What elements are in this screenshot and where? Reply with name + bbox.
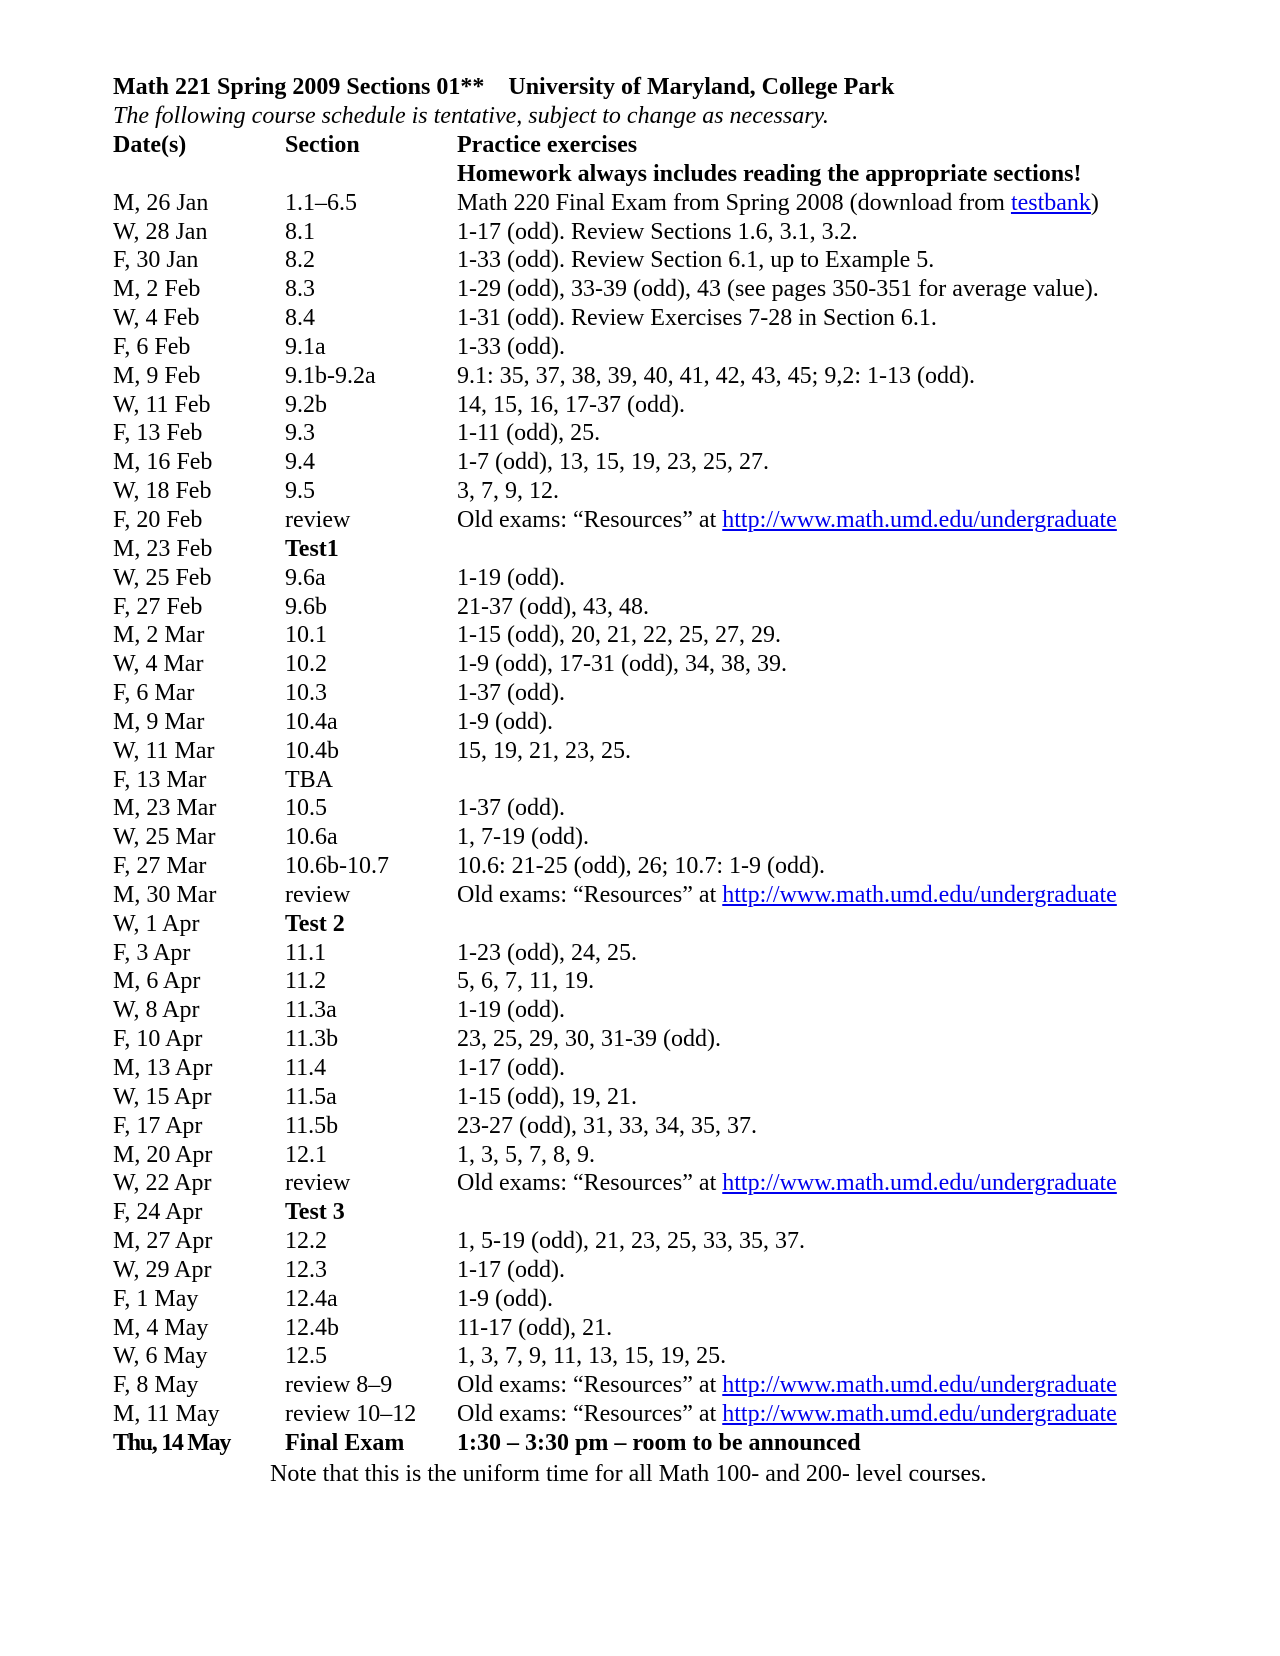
row-exercises-text: Old exams: “Resources” at [457,1170,723,1197]
table-row [113,708,1233,737]
row-exercises [457,1314,612,1343]
row-section: 10.6a [285,824,338,851]
row-date: M, 13 Apr [113,1055,213,1081]
row-date: M, 23 Mar [113,795,217,822]
row-exercises-text: 1:30 – 3:30 pm – room to be announced [457,1429,861,1456]
row-date: W, 22 Apr [113,1170,212,1197]
row-section: 10.5 [285,795,327,822]
table-row [113,852,1233,881]
row-exercises-text: 11-17 (odd), 21. [457,1314,613,1341]
row-section: review 10–12 [285,1401,417,1428]
row-section: 11.4 [285,1055,327,1081]
homework-note: Homework always includes reading the appropriate sections! [457,160,1082,187]
row-exercises [457,477,559,506]
row-date: F, 24 Apr [113,1199,203,1226]
row-date: M, 2 Feb [113,276,201,303]
row-date: W, 4 Mar [113,651,204,678]
row-date: W, 25 Feb [113,564,212,591]
row-section: 1.1–6.5 [285,189,357,216]
row-exercises-text: Old exams: “Resources” at [457,1372,723,1399]
row-date: F, 27 Mar [113,853,207,880]
document-title [113,73,1213,102]
row-date: F, 3 Apr [113,939,191,966]
row-exercises-text: 1-23 (odd), 24, 25. [457,939,637,966]
row-section: 11.5b [285,1112,339,1139]
testbank-link[interactable]: testbank [1010,189,1091,216]
row-section: 12.5 [285,1343,327,1370]
row-date: W, 28 Jan [113,218,208,245]
row-section: 12.1 [285,1141,327,1168]
row-exercises [457,650,787,679]
table-row [113,1371,1233,1400]
row-section: 11.5a [285,1083,337,1110]
table-row [113,939,1233,968]
row-exercises [457,1025,721,1054]
row-section: Test 2 [285,910,345,937]
table-row [113,419,1233,448]
course-title: Math 221 Spring 2009 Sections 01** [113,74,485,100]
table-row [113,362,1233,391]
table-row [113,910,1233,939]
row-section: 12.3 [285,1256,327,1283]
row-date: W, 15 Apr [113,1083,212,1110]
row-date: M, 11 May [113,1401,220,1428]
row-date: F, 8 May [113,1372,199,1399]
row-date: F, 13 Mar [113,766,207,793]
table-row [113,1400,1233,1429]
row-exercises [457,564,565,593]
resources-link[interactable]: http://www.math.umd.edu/undergraduate [722,1372,1117,1399]
row-exercises [457,679,565,708]
row-date: M, 6 Apr [113,968,201,995]
row-section: 8.2 [285,247,315,274]
table-row [113,1141,1233,1170]
row-exercises-text: 1, 3, 7, 9, 11, 13, 15, 19, 25. [457,1343,727,1370]
table-row [113,391,1233,420]
row-section: 11.1 [285,939,327,966]
row-exercises [457,1227,805,1256]
row-exercises [457,593,649,622]
row-exercises [457,1371,1117,1400]
row-exercises [457,737,631,766]
table-row [113,593,1233,622]
row-date: W, 11 Feb [113,391,211,418]
exercises-column-header: Practice exercises [457,132,638,158]
row-exercises-text: 1-19 (odd). [457,564,565,591]
row-section: 10.6b-10.7 [285,853,389,880]
row-exercises-text: 1-19 (odd). [457,997,565,1024]
table-row [113,621,1233,650]
row-date: M, 9 Feb [113,362,201,389]
row-exercises [457,794,565,823]
row-exercises [457,218,858,247]
row-exercises [457,823,589,852]
document-subtitle: The following course schedule is tentative, subject to change as necessary. [113,103,829,129]
row-exercises [457,1429,861,1458]
table-row [113,823,1233,852]
row-exercises-text: 23-27 (odd), 31, 33, 34, 35, 37. [457,1112,757,1139]
row-date: M, 27 Apr [113,1228,213,1255]
row-date: W, 8 Apr [113,997,200,1024]
row-date: F, 30 Jan [113,247,199,274]
resources-link[interactable]: http://www.math.umd.edu/undergraduate [722,1170,1117,1197]
table-row [113,1285,1233,1314]
row-date: F, 27 Feb [113,593,203,620]
row-exercises [457,304,937,333]
row-section: 9.4 [285,449,315,476]
row-exercises-text: 1-15 (odd), 20, 21, 22, 25, 27, 29. [457,622,781,649]
table-row [113,967,1233,996]
row-date: F, 6 Mar [113,680,195,707]
row-date: M, 23 Feb [113,535,213,562]
row-section: review 8–9 [285,1372,393,1399]
table-row [113,1054,1233,1083]
row-section: review [285,506,351,533]
table-row [113,304,1233,333]
table-row [113,1429,1233,1458]
table-row [113,881,1233,910]
row-section: 9.2b [285,391,327,418]
row-exercises [457,1141,595,1170]
table-row [113,564,1233,593]
row-section: 9.1a [285,333,326,360]
row-section: review [285,881,351,908]
row-exercises-text: 1-31 (odd). Review Exercises 7-28 in Section 6.1. [457,305,937,332]
row-date: W, 4 Feb [113,305,200,332]
row-exercises-text: 15, 19, 21, 23, 25. [457,737,631,764]
resources-link[interactable]: http://www.math.umd.edu/undergraduate [722,506,1117,533]
table-row [113,333,1233,362]
row-exercises-text: 1-9 (odd), 17-31 (odd), 34, 38, 39. [457,651,787,678]
row-date: F, 13 Feb [113,420,203,447]
row-exercises [457,881,1117,910]
row-exercises [457,246,934,275]
row-exercises-text: 1-37 (odd). [457,680,565,707]
row-date: M, 20 Apr [113,1141,213,1168]
table-row [113,246,1233,275]
row-exercises-text: 1-9 (odd). [457,1285,553,1312]
schedule-table [113,131,1233,1458]
row-section: 8.1 [285,218,315,245]
row-section: 8.4 [285,305,315,332]
row-section: 10.1 [285,622,327,649]
row-section: 12.4b [285,1314,339,1341]
row-section: 9.6b [285,593,327,620]
row-section: 10.4b [285,737,339,764]
row-exercises-text: 1-17 (odd). Review Sections 1.6, 3.1, 3.2. [457,218,858,245]
row-exercises [457,189,1099,218]
row-section: 8.3 [285,276,315,303]
table-row [113,275,1233,304]
row-date: F, 10 Apr [113,1026,203,1053]
row-exercises-text: 1, 5-19 (odd), 21, 23, 25, 33, 35, 37. [457,1228,805,1255]
resources-link[interactable]: http://www.math.umd.edu/undergraduate [722,881,1117,908]
row-exercises-text: 1-17 (odd). [457,1055,565,1081]
table-row [113,218,1233,247]
row-section: 9.6a [285,564,326,591]
row-exercises [457,391,685,420]
row-section: TBA [285,766,333,793]
row-exercises-text: 1, 7-19 (odd). [457,824,589,851]
table-row [113,1169,1233,1198]
table-row [113,650,1233,679]
row-section: 10.3 [285,680,327,707]
row-exercises [457,1112,757,1141]
row-section: Test1 [285,535,339,562]
row-exercises-text: 1-29 (odd), 33-39 (odd), 43 (see pages 350-351 for average value). [457,276,1099,303]
row-exercises [457,708,553,737]
row-date: F, 1 May [113,1285,199,1312]
row-exercises [457,1285,553,1314]
table-row [113,189,1233,218]
table-row [113,477,1233,506]
row-exercises-text: 21-37 (odd), 43, 48. [457,593,649,620]
row-exercises-text: 10.6: 21-25 (odd), 26; 10.7: 1-9 (odd). [457,853,825,880]
table-row [113,1342,1233,1371]
row-exercises-text: 1-17 (odd). [457,1256,565,1283]
row-date: M, 4 May [113,1314,209,1341]
row-date: M, 26 Jan [113,189,209,216]
column-headers [113,131,1233,160]
row-exercises-text: 14, 15, 16, 17-37 (odd). [457,391,685,418]
row-date: F, 6 Feb [113,333,191,360]
row-exercises-text: 1-33 (odd). [457,333,565,360]
resources-link[interactable]: http://www.math.umd.edu/undergraduate [722,1401,1117,1428]
row-section: 10.2 [285,651,327,678]
row-exercises-text: 1-9 (odd). [457,708,553,735]
row-section: 12.2 [285,1228,327,1255]
row-section: 10.4a [285,708,338,735]
row-exercises-text: 1-15 (odd), 19, 21. [457,1083,637,1110]
row-date: M, 30 Mar [113,881,217,908]
row-exercises [457,967,594,996]
row-exercises [457,419,600,448]
row-date: W, 18 Feb [113,478,212,505]
row-exercises-closing: ) [1090,189,1099,216]
row-date: F, 20 Feb [113,506,203,533]
table-row [113,766,1233,795]
row-exercises-text: 1-7 (odd), 13, 15, 19, 23, 25, 27. [457,449,769,476]
table-row [113,737,1233,766]
table-row [113,1256,1233,1285]
row-exercises [457,621,781,650]
row-date: W, 1 Apr [113,910,200,937]
row-section: 9.5 [285,478,315,505]
row-exercises-text: Old exams: “Resources” at [457,881,723,908]
row-section: review [285,1170,351,1197]
table-row [113,1198,1233,1227]
row-date: W, 6 May [113,1343,208,1370]
row-exercises [457,333,565,362]
row-exercises-text: 23, 25, 29, 30, 31-39 (odd). [457,1026,721,1053]
table-row [113,1227,1233,1256]
table-row [113,1112,1233,1141]
row-exercises-text: 5, 6, 7, 11, 19. [457,968,595,995]
row-exercises [457,1083,637,1112]
row-date: Thu, 14 May [113,1429,231,1456]
row-exercises [457,939,637,968]
row-exercises-text: 1-33 (odd). Review Section 6.1, up to Example 5. [457,247,935,274]
table-row [113,535,1233,564]
row-date: W, 29 Apr [113,1256,212,1283]
table-row [113,996,1233,1025]
row-date: M, 9 Mar [113,708,205,735]
date-column-header: Date(s) [113,132,187,158]
table-row [113,794,1233,823]
row-date: W, 11 Mar [113,737,215,764]
row-exercises [457,1054,565,1083]
table-row [113,1025,1233,1054]
table-row [113,679,1233,708]
university-name: University of Maryland, College Park [508,74,895,100]
row-section: 12.4a [285,1285,338,1312]
row-exercises [457,1256,565,1285]
row-exercises [457,506,1117,535]
document-header [113,73,1213,131]
section-column-header: Section [285,132,360,158]
row-exercises-text: Math 220 Final Exam from Spring 2008 (download from [457,189,1011,216]
table-row [113,1314,1233,1343]
row-exercises [457,275,1099,304]
row-exercises [457,996,565,1025]
row-section: 9.1b-9.2a [285,362,376,389]
table-row [113,506,1233,535]
row-section: 9.3 [285,420,315,447]
row-exercises-text: 1-37 (odd). [457,795,565,822]
schedule-rows [113,218,1233,1458]
row-exercises-text: Old exams: “Resources” at [457,1401,723,1428]
row-date: M, 16 Feb [113,449,213,476]
row-exercises [457,1169,1117,1198]
table-row [113,1083,1233,1112]
row-exercises [457,362,975,391]
row-section: Test 3 [285,1199,345,1226]
row-exercises [457,852,825,881]
row-date: W, 25 Mar [113,824,216,851]
row-exercises-text: 1, 3, 5, 7, 8, 9. [457,1141,595,1168]
footer-note: Note that this is the uniform time for all Math 100- and 200- level courses. [270,1461,987,1487]
row-section: 11.3b [285,1026,339,1053]
row-section: 11.2 [285,968,327,995]
row-section: Final Exam [285,1429,405,1456]
row-exercises-text: 1-11 (odd), 25. [457,420,601,447]
row-exercises [457,1342,726,1371]
row-section: 11.3a [285,997,337,1024]
row-exercises-text: Old exams: “Resources” at [457,506,723,533]
row-exercises-text: 3, 7, 9, 12. [457,478,559,505]
row-exercises-text: 9.1: 35, 37, 38, 39, 40, 41, 42, 43, 45; 9,2: 1-13 (odd). [457,362,975,389]
table-row [113,448,1233,477]
row-date: M, 2 Mar [113,622,205,649]
row-exercises [457,448,769,477]
row-exercises [457,1400,1117,1429]
homework-note-row [113,160,1233,189]
row-date: F, 17 Apr [113,1112,203,1139]
